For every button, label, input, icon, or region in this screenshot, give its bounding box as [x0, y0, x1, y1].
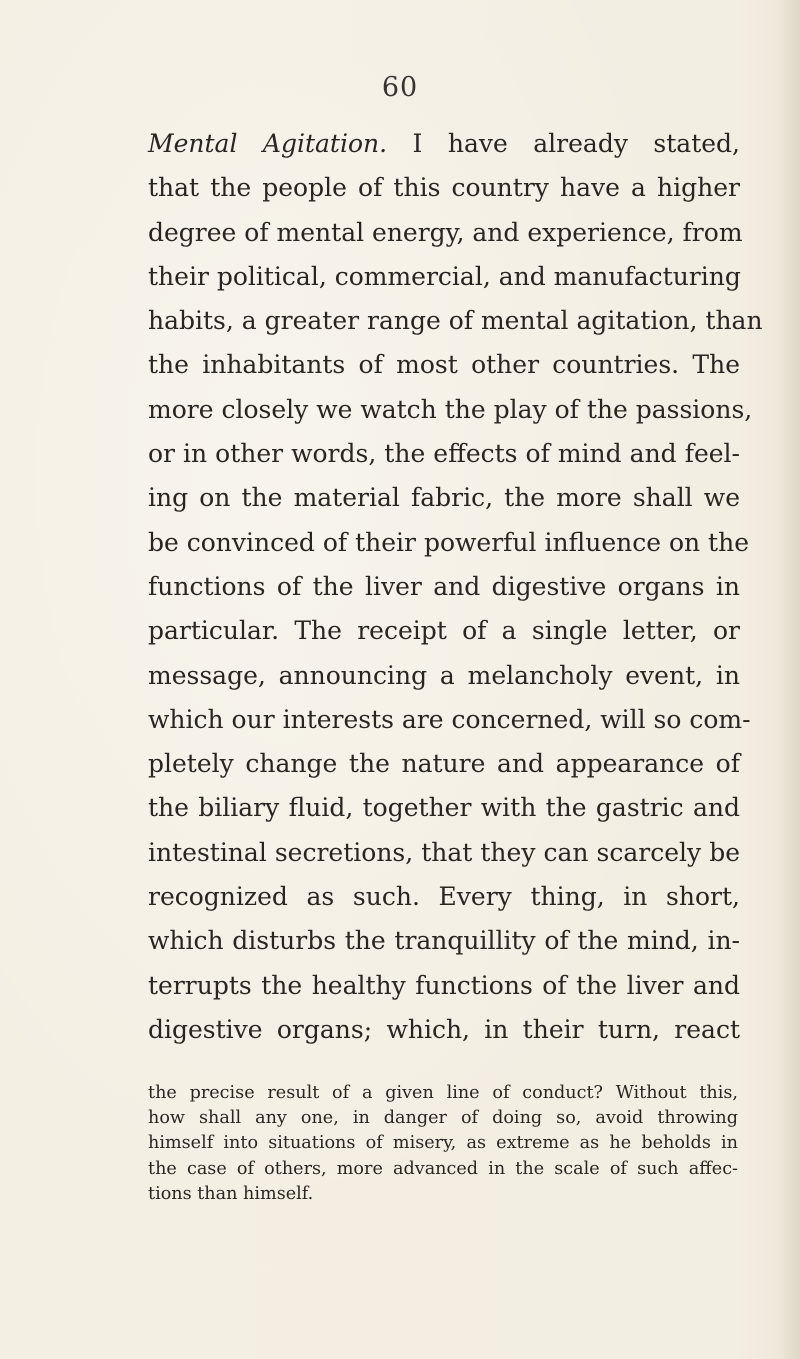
text-line-1-rest: I have already stated, — [387, 129, 740, 158]
text-line: which our interests are concerned, will so com- — [148, 704, 751, 734]
footnote-line: himself into situations of misery, as extreme as he beholds in — [148, 1133, 738, 1154]
footnote-line: tions than himself. — [148, 1183, 314, 1204]
footnote-line: the case of others, more advanced in the scale of such affec- — [148, 1158, 738, 1179]
text-line: recognized as such. Every thing, in short, — [148, 882, 740, 912]
text-line: or in other words, the effects of mind and feel- — [148, 439, 740, 469]
text-line: ing on the material fabric, the more shall we — [148, 483, 740, 513]
text-line: degree of mental energy, and experience, from — [148, 217, 743, 247]
text-line: their political, commercial, and manufacturing — [148, 261, 741, 291]
text-line: particular. The receipt of a single letter, or — [148, 616, 740, 646]
text-line: habits, a greater range of mental agitation, than — [148, 306, 763, 336]
text-line: the inhabitants of most other countries. The — [148, 350, 740, 380]
text-line: intestinal secretions, that they can scarcely be — [148, 837, 740, 867]
text-line: more closely we watch the play of the passions, — [148, 394, 753, 424]
page-number: 60 — [381, 72, 419, 103]
text-line: that the people of this country have a higher — [148, 173, 740, 203]
text-line: terrupts the healthy functions of the liver and — [148, 970, 740, 1000]
text-line: functions of the liver and digestive organs in — [148, 571, 740, 601]
footnote-line: how shall any one, in danger of doing so, avoid throwing — [148, 1108, 738, 1129]
text-line-1 — [148, 122, 740, 166]
main-text-block — [148, 122, 763, 1052]
text-line: message, announcing a melancholy event, in — [148, 660, 740, 690]
page-edge-shadow — [778, 0, 800, 1359]
text-line: which disturbs the tranquillity of the mind, in- — [148, 926, 740, 956]
footnote-line: the precise result of a given line of conduct? Without this, — [148, 1083, 738, 1103]
text-line: be convinced of their powerful influence on the — [148, 527, 750, 557]
section-heading: Mental Agitation. — [148, 129, 388, 158]
footnote-block — [148, 1081, 738, 1207]
text-line: the biliary fluid, together with the gastric and — [148, 793, 740, 823]
text-line: digestive organs; which, in their turn, react — [148, 1014, 740, 1044]
text-line: pletely change the nature and appearance of — [148, 749, 740, 779]
